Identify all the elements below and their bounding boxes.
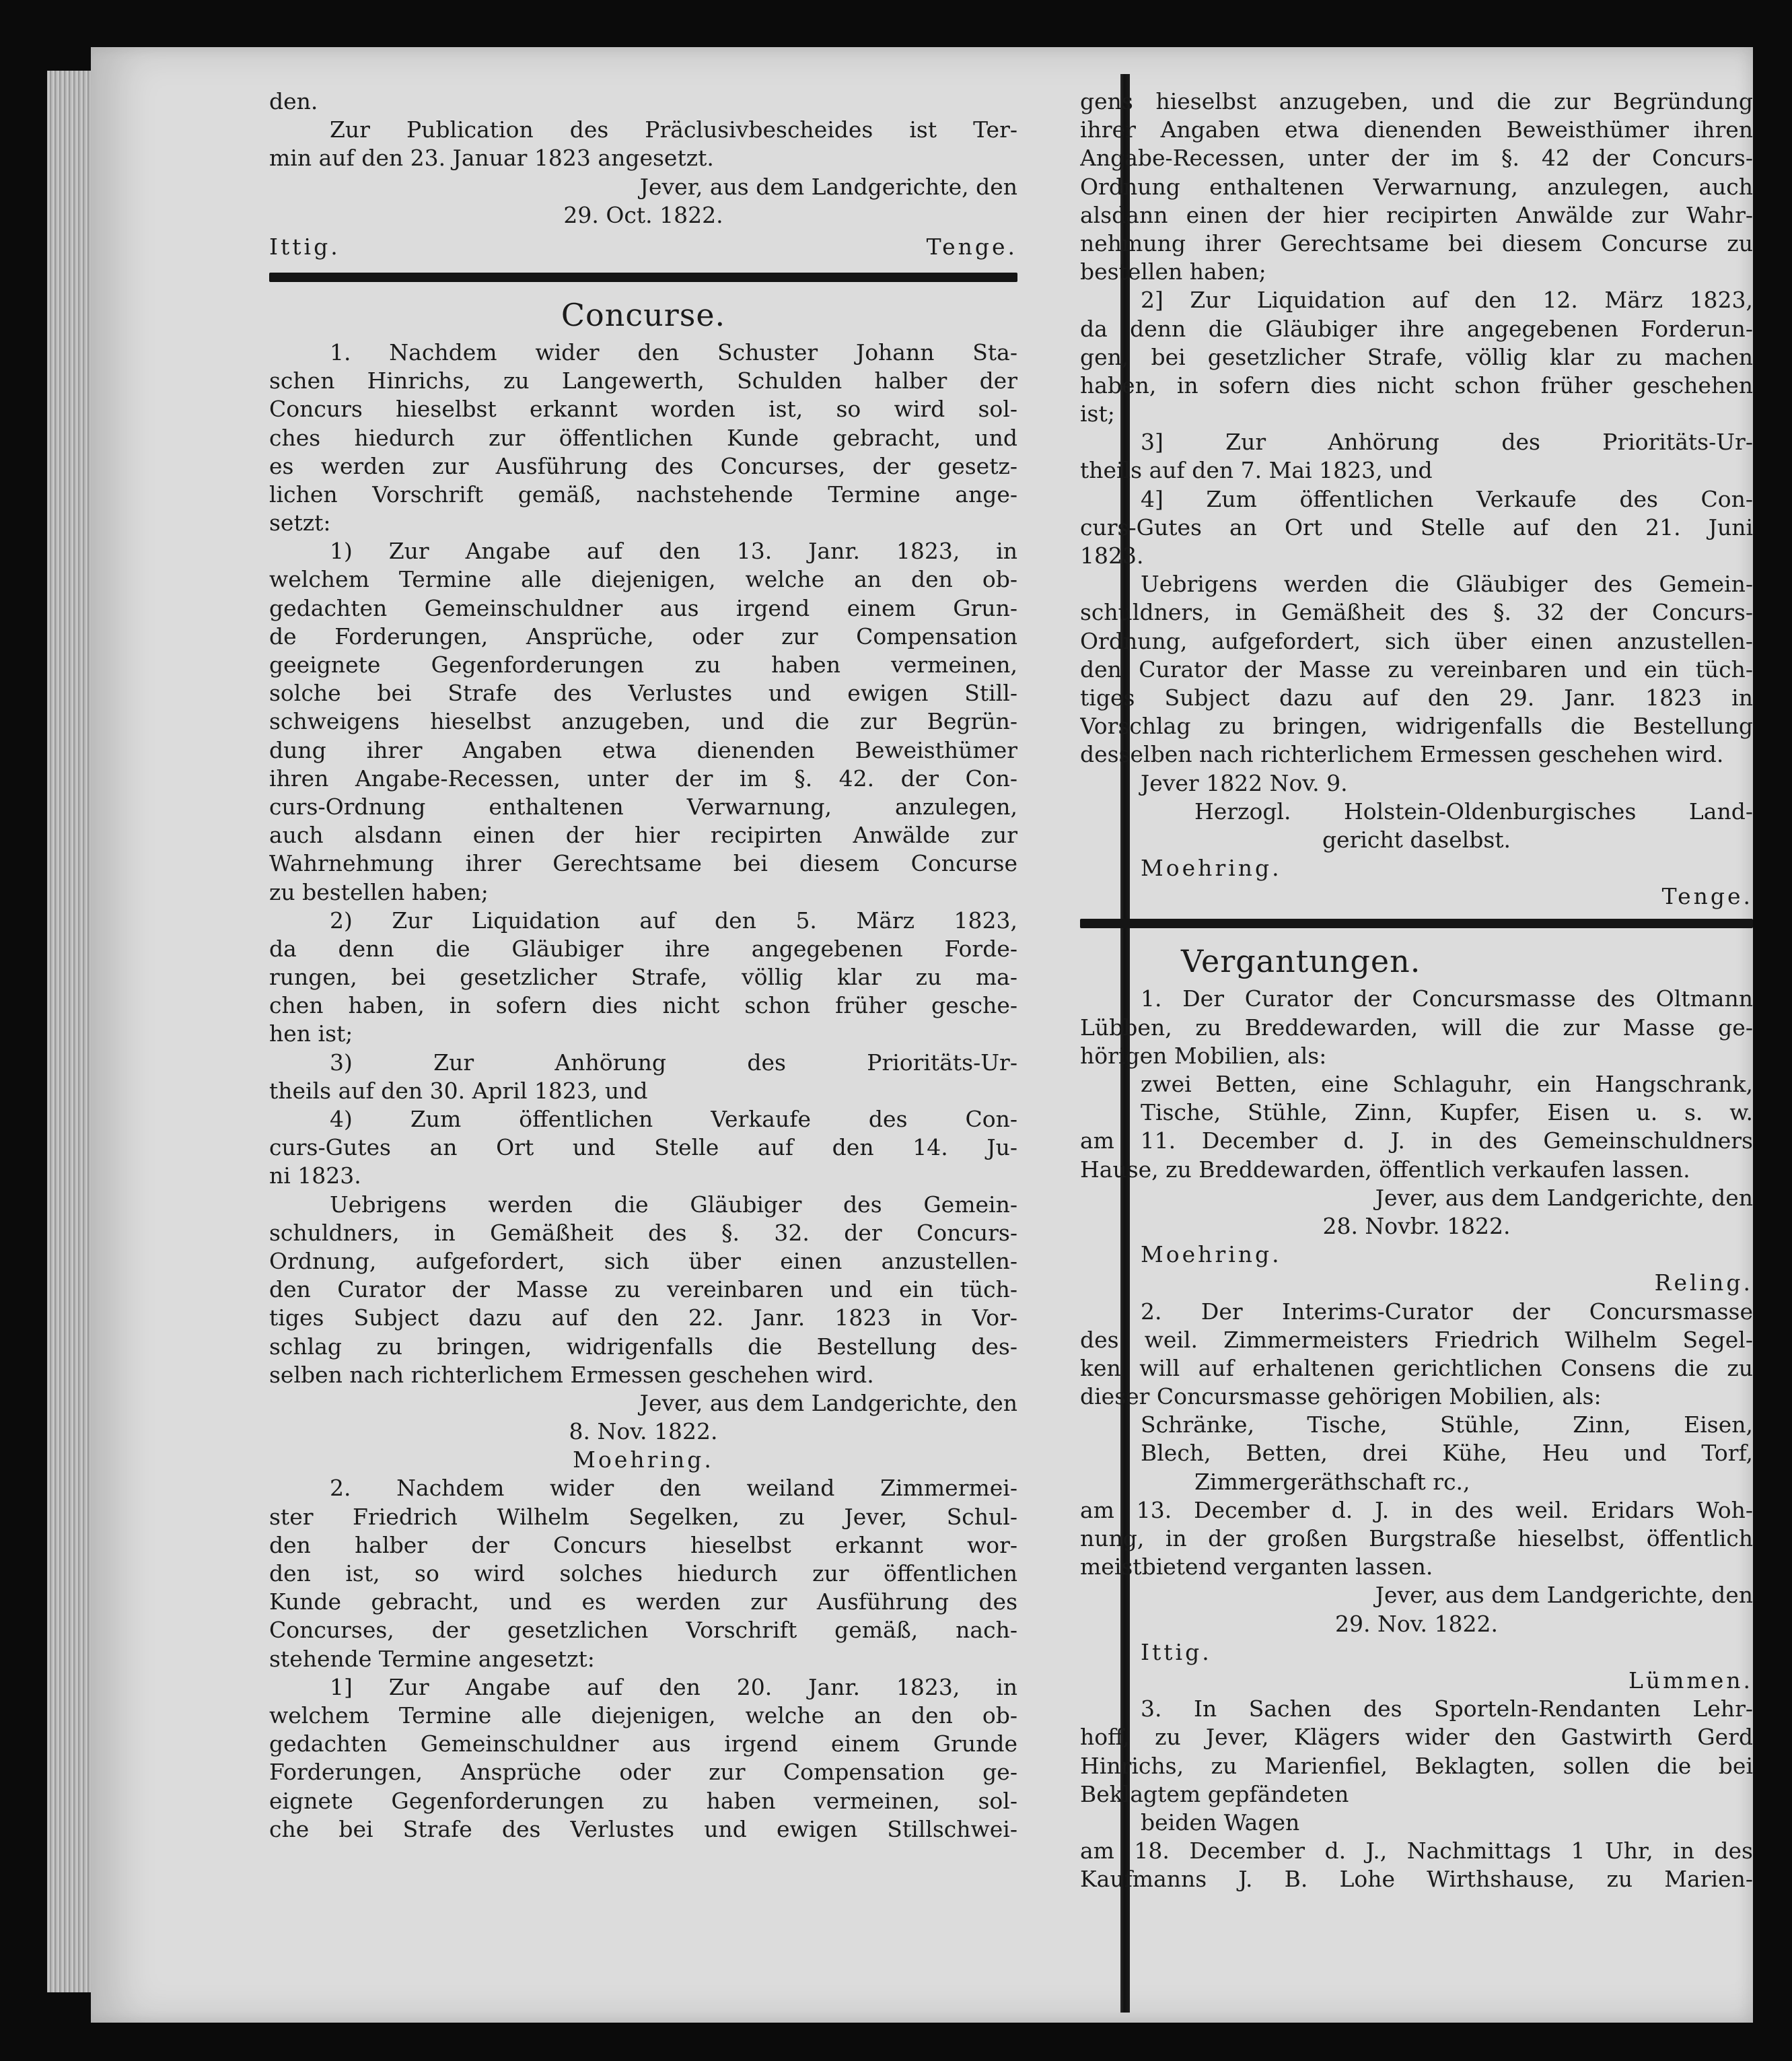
text-line: dung ihrer Angaben etwa dienenden Beweisthümer: [269, 736, 1017, 763]
text-line: gen, bei gesetzlicher Strafe, völlig klar zu machen: [1080, 343, 1753, 370]
text-line: ihrer Angaben etwa dienenden Beweisthümer ihren: [1080, 116, 1753, 143]
text-line: schen Hinrichs, zu Langewerth, Schulden halber der: [269, 368, 1017, 394]
text-line: ches hiedurch zur öffentlichen Kunde gebracht, und: [269, 424, 1017, 451]
text-line: Jever, aus dem Landgerichte, den: [1375, 1582, 1753, 1609]
text-line: Ittig.: [1141, 1638, 1212, 1665]
text-line: hen ist;: [269, 1020, 353, 1047]
text-line: 1823.: [1080, 543, 1144, 569]
text-line: Blech, Betten, drei Kühe, Heu und Torf,: [1141, 1440, 1753, 1467]
text-line: ster Friedrich Wilhelm Segelken, zu Jever, Schul-: [269, 1503, 1017, 1530]
text-line: am 11. December d. J. in des Gemeinschuldners: [1080, 1127, 1753, 1154]
text-line: 29. Nov. 1822.: [1335, 1610, 1498, 1637]
text-line: Forderungen, Ansprüche oder zur Compensation ge-: [269, 1759, 1017, 1786]
text-line: lichen Vorschrift gemäß, nachstehende Termine ange-: [269, 481, 1017, 508]
text-line: beiden Wagen: [1141, 1809, 1300, 1836]
newspaper-page: [91, 47, 1753, 2023]
text-line: Ordnung, aufgefordert, sich über einen anzustellen-: [1080, 627, 1753, 654]
text-line: stehende Termine angesetzt:: [269, 1645, 595, 1672]
text-line: 2. Nachdem wider den weiland Zimmermei-: [330, 1475, 1017, 1502]
text-line: meistbietend verganten lassen.: [1080, 1553, 1433, 1580]
text-line: theils auf den 30. April 1823, und: [269, 1077, 648, 1104]
text-line: welchem Termine alle diejenigen, welche an den ob-: [269, 1702, 1017, 1728]
text-line: Wahrnehmung ihrer Gerechtsame bei diesem Concurse: [269, 850, 1017, 877]
text-line: bestellen haben;: [1080, 258, 1266, 285]
text-line: 28. Novbr. 1822.: [1322, 1212, 1511, 1239]
text-line: 4] Zum öffentlichen Verkaufe des Con-: [1141, 485, 1753, 512]
text-line: Uebrigens werden die Gläubiger des Gemein-: [330, 1191, 1017, 1218]
text-line: solche bei Strafe des Verlustes und ewigen Still-: [269, 680, 1017, 707]
text-line: Jever, aus dem Landgerichte, den: [639, 173, 1017, 200]
text-line: den halber der Concurs hieselbst erkannt wor-: [269, 1531, 1017, 1558]
text-line: Schränke, Tische, Stühle, Zinn, Eisen,: [1141, 1411, 1753, 1438]
text-line: am 18. December d. J., Nachmittags 1 Uhr, in des: [1080, 1838, 1753, 1864]
text-line: tiges Subject dazu auf den 29. Janr. 1823 in: [1080, 684, 1753, 711]
text-line: 4) Zum öffentlichen Verkaufe des Con-: [330, 1106, 1017, 1132]
text-line: tiges Subject dazu auf den 22. Janr. 1823 in Vor-: [269, 1304, 1017, 1331]
text-line: Ordnung, aufgefordert, sich über einen anzustellen-: [269, 1247, 1017, 1274]
text-line: des weil. Zimmermeisters Friedrich Wilhelm Segel-: [1080, 1326, 1753, 1353]
section-heading: Vergantungen.: [1181, 943, 1421, 980]
text-line: am 13. December d. J. in des weil. Eridars Woh-: [1080, 1496, 1753, 1523]
text-line: alsdann einen der hier recipirten Anwälde zur Wahr-: [1080, 201, 1753, 228]
text-line: Reling.: [1654, 1269, 1753, 1296]
text-line: Hinrichs, zu Marienfiel, Beklagten, sollen die bei: [1080, 1752, 1753, 1779]
text-line: theils auf den 7. Mai 1823, und: [1080, 457, 1433, 484]
text-line: ken will auf erhaltenen gerichtlichen Consens die zu: [1080, 1354, 1753, 1381]
text-line: 3. In Sachen des Sporteln-Rendanten Lehr-: [1141, 1696, 1753, 1722]
text-line: 29. Oct. 1822.: [563, 201, 723, 228]
text-line: 2) Zur Liquidation auf den 5. März 1823,: [330, 907, 1017, 934]
text-line: curs-Gutes an Ort und Stelle auf den 14. Ju-: [269, 1134, 1017, 1161]
text-line: gedachten Gemeinschuldner aus irgend einem Grunde: [269, 1731, 1017, 1757]
text-line: gens hieselbst anzugeben, und die zur Begründung: [1080, 88, 1753, 114]
text-line: curs-Ordnung enthaltenen Verwarnung, anzulegen,: [269, 793, 1017, 820]
left-column: [269, 88, 1017, 1844]
text-line: zu bestellen haben;: [269, 878, 489, 905]
text-line: nung, in der großen Burgstraße hieselbst, öffentlich: [1080, 1525, 1753, 1551]
text-line: Jever 1822 Nov. 9.: [1141, 769, 1348, 796]
text-line: 1. Nachdem wider den Schuster Johann Sta-: [330, 339, 1017, 365]
text-line: den Curator der Masse zu vereinbaren und ein tüch-: [1080, 656, 1753, 683]
text-line: 1) Zur Angabe auf den 13. Janr. 1823, in: [330, 538, 1017, 565]
text-line: 1] Zur Angabe auf den 20. Janr. 1823, in: [330, 1673, 1017, 1700]
text-line: 3) Zur Anhörung des Prioritäts-Ur-: [330, 1049, 1017, 1076]
text-line: geeignete Gegenforderungen zu haben vermeinen,: [269, 652, 1017, 678]
text-line: Kunde gebracht, und es werden zur Ausführung des: [269, 1588, 1017, 1615]
text-line: 2. Der Interims-Curator der Concursmasse: [1141, 1298, 1753, 1325]
text-line: Angabe-Recessen, unter der im §. 42 der Concurs-: [1080, 145, 1753, 172]
text-line: 8. Nov. 1822.: [569, 1418, 718, 1445]
text-line: Kaufmanns J. B. Lohe Wirthshause, zu Marien-: [1080, 1866, 1753, 1893]
section-heading: Concurse.: [561, 296, 726, 333]
text-line: dieser Concursmasse gehörigen Mobilien, als:: [1080, 1383, 1602, 1410]
text-line: Tische, Stühle, Zinn, Kupfer, Eisen u. s. w.: [1141, 1099, 1753, 1126]
text-line: Jever, aus dem Landgerichte, den: [1375, 1184, 1753, 1211]
text-line: den ist, so wird solches hiedurch zur öffentlichen: [269, 1560, 1017, 1586]
text-line: de Forderungen, Ansprüche, oder zur Compensation: [269, 623, 1017, 650]
text-line: Concurses, der gesetzlichen Vorschrift gemäß, nach-: [269, 1617, 1017, 1644]
text-line: Hause, zu Breddewarden, öffentlich verkaufen lassen.: [1080, 1156, 1690, 1183]
text-line: nehmung ihrer Gerechtsame bei diesem Concurse zu: [1080, 230, 1753, 256]
section-rule: [269, 273, 1017, 282]
text-line: Zimmergeräthschaft rc.,: [1194, 1468, 1470, 1495]
text-line: min auf den 23. Januar 1823 angesetzt.: [269, 145, 714, 172]
text-line: gericht daselbst.: [1322, 826, 1511, 853]
text-line: haben, in sofern dies nicht schon früher geschehen: [1080, 372, 1753, 398]
text-line: Moehring.: [1141, 855, 1282, 882]
text-line: den.: [269, 88, 318, 114]
page-edges: [47, 71, 94, 1992]
text-line: da denn die Gläubiger ihre angegebenen Forderun-: [1080, 315, 1753, 342]
text-line: Beklagtem gepfändeten: [1080, 1780, 1349, 1807]
text-line: welchem Termine alle diejenigen, welche an den ob-: [269, 566, 1017, 593]
right-column: [1080, 88, 1753, 1893]
text-line: desselben nach richterlichem Ermessen geschehen wird.: [1080, 741, 1724, 768]
text-line: chen haben, in sofern dies nicht schon früher gesche-: [269, 992, 1017, 1019]
text-line: 1. Der Curator der Concursmasse des Oltmann: [1141, 985, 1753, 1012]
text-line: auch alsdann einen der hier recipirten Anwälde zur: [269, 822, 1017, 849]
text-line: Zur Publication des Präclusivbescheides ist Ter-: [330, 116, 1017, 143]
text-line: Concurs hieselbst erkannt worden ist, so wird sol-: [269, 396, 1017, 423]
text-line: ist;: [1080, 400, 1115, 427]
text-line: selben nach richterlichem Ermessen geschehen wird.: [269, 1361, 874, 1388]
text-line: ihren Angabe-Recessen, unter der im §. 42. der Con-: [269, 765, 1017, 792]
text-line: da denn die Gläubiger ihre angegebenen Forde-: [269, 935, 1017, 962]
text-line: zwei Betten, eine Schlaguhr, ein Hangschrank,: [1141, 1071, 1753, 1097]
section-rule: [1080, 919, 1753, 928]
text-line: 2] Zur Liquidation auf den 12. März 1823,: [1141, 287, 1753, 314]
text-line: Moehring.: [573, 1446, 714, 1473]
text-line: Jever, aus dem Landgerichte, den: [639, 1389, 1017, 1416]
text-line: hörigen Mobilien, als:: [1080, 1042, 1327, 1069]
text-line: hoff, zu Jever, Klägers wider den Gastwirth Gerd: [1080, 1724, 1753, 1751]
text-line: schlag zu bringen, widrigenfalls die Bestellung des-: [269, 1333, 1017, 1360]
text-line: schuldners, in Gemäßheit des §. 32 der Concurs-: [1080, 599, 1753, 626]
text-line: ni 1823.: [269, 1162, 361, 1189]
text-line: es werden zur Ausführung des Concurses, der gesetz-: [269, 452, 1017, 479]
text-line: setzt:: [269, 510, 331, 536]
text-line: 3] Zur Anhörung des Prioritäts-Ur-: [1141, 429, 1753, 456]
text-line: Lümmen.: [1628, 1667, 1753, 1693]
text-line: Uebrigens werden die Gläubiger des Gemein-: [1141, 571, 1753, 598]
text-line: Vorschlag zu bringen, widrigenfalls die Bestellung: [1080, 713, 1753, 740]
text-line: schuldners, in Gemäßheit des §. 32. der Concurs-: [269, 1219, 1017, 1246]
text-line: Ordnung enthaltenen Verwarnung, anzulegen, auch: [1080, 173, 1753, 200]
text-line: den Curator der Masse zu vereinbaren und ein tüch-: [269, 1276, 1017, 1303]
text-line: gedachten Gemeinschuldner aus irgend einem Grun-: [269, 594, 1017, 621]
text-line: rungen, bei gesetzlicher Strafe, völlig klar zu ma-: [269, 964, 1017, 991]
text-line: che bei Strafe des Verlustes und ewigen Stillschwei-: [269, 1815, 1017, 1842]
text-line: Lübben, zu Breddewarden, will die zur Masse ge-: [1080, 1014, 1753, 1041]
text-line: curs-Gutes an Ort und Stelle auf den 21. Juni: [1080, 514, 1753, 540]
text-line: eignete Gegenforderungen zu haben vermeinen, sol-: [269, 1787, 1017, 1814]
text-line: schweigens hieselbst anzugeben, und die zur Begrün-: [269, 708, 1017, 735]
text-line: Ittig. Tenge.: [269, 233, 1017, 260]
text-line: Herzogl. Holstein-Oldenburgisches Land-: [1194, 798, 1753, 825]
text-line: Moehring.: [1141, 1241, 1282, 1268]
text-line: Tenge.: [1661, 883, 1753, 910]
